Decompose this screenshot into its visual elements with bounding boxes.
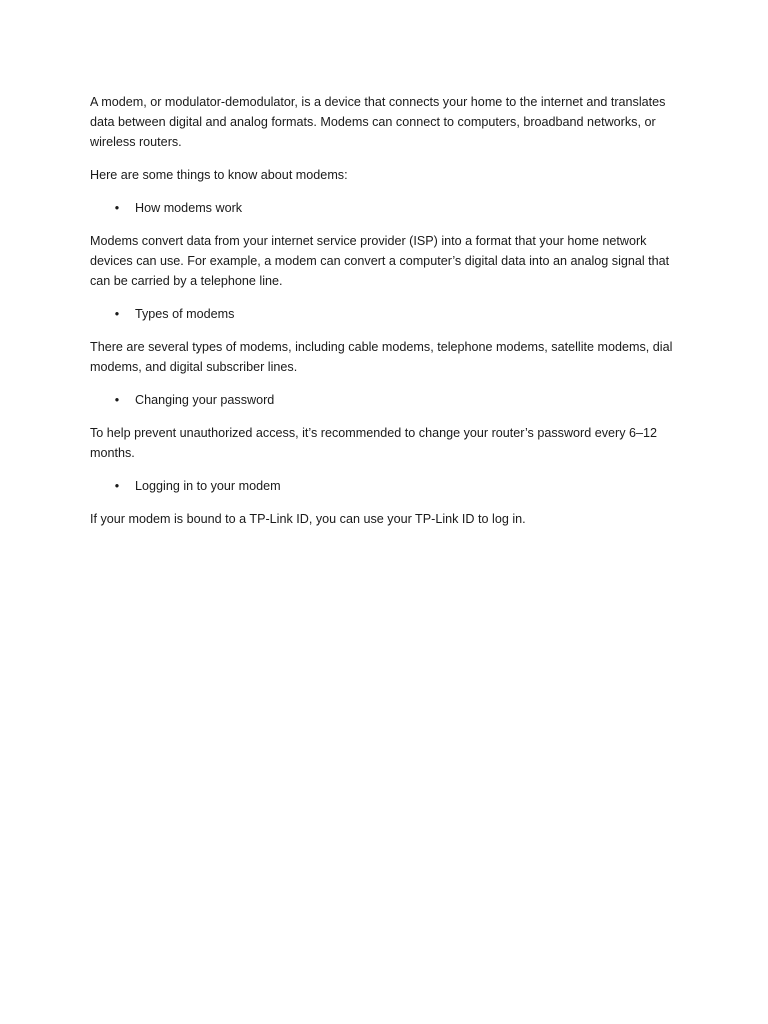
how-modems-work-paragraph: Modems convert data from your internet service provider (ISP) into a format that your home network devices can use. For example, a modem can convert a computer’s digital data into an analog signal that can be carried by a telephone line.: [90, 234, 670, 288]
list-item-label: How modems work: [135, 201, 243, 215]
types-of-modems-paragraph: There are several types of modems, including cable modems, telephone modems, satellite modems, dial modems, and digital subscriber lines.: [90, 340, 673, 374]
bullet-icon: •: [114, 393, 120, 407]
list-item: [90, 390, 680, 410]
lead-in-paragraph: Here are some things to know about modems:: [90, 168, 348, 182]
list-item-label: Logging in to your modem: [135, 479, 281, 493]
login-paragraph: If your modem is bound to a TP-Link ID, you can use your TP-Link ID to log in.: [90, 512, 526, 526]
list-item: [90, 476, 680, 496]
bullet-icon: •: [114, 307, 120, 321]
bullet-icon: •: [114, 479, 120, 493]
password-paragraph: To help prevent unauthorized access, it’s recommended to change your router’s password every 6–12 months.: [90, 426, 658, 460]
bullet-icon: •: [114, 201, 120, 215]
list-item-label: Changing your password: [135, 393, 275, 407]
intro-paragraph: A modem, or modulator-demodulator, is a device that connects your home to the internet and translates data between digital and analog formats. Modems can connect to computers, broadband networks, or wireless routers.: [90, 95, 666, 149]
list-item: [90, 198, 680, 218]
list-item-label: Types of modems: [135, 307, 235, 321]
list-item: [90, 304, 680, 324]
